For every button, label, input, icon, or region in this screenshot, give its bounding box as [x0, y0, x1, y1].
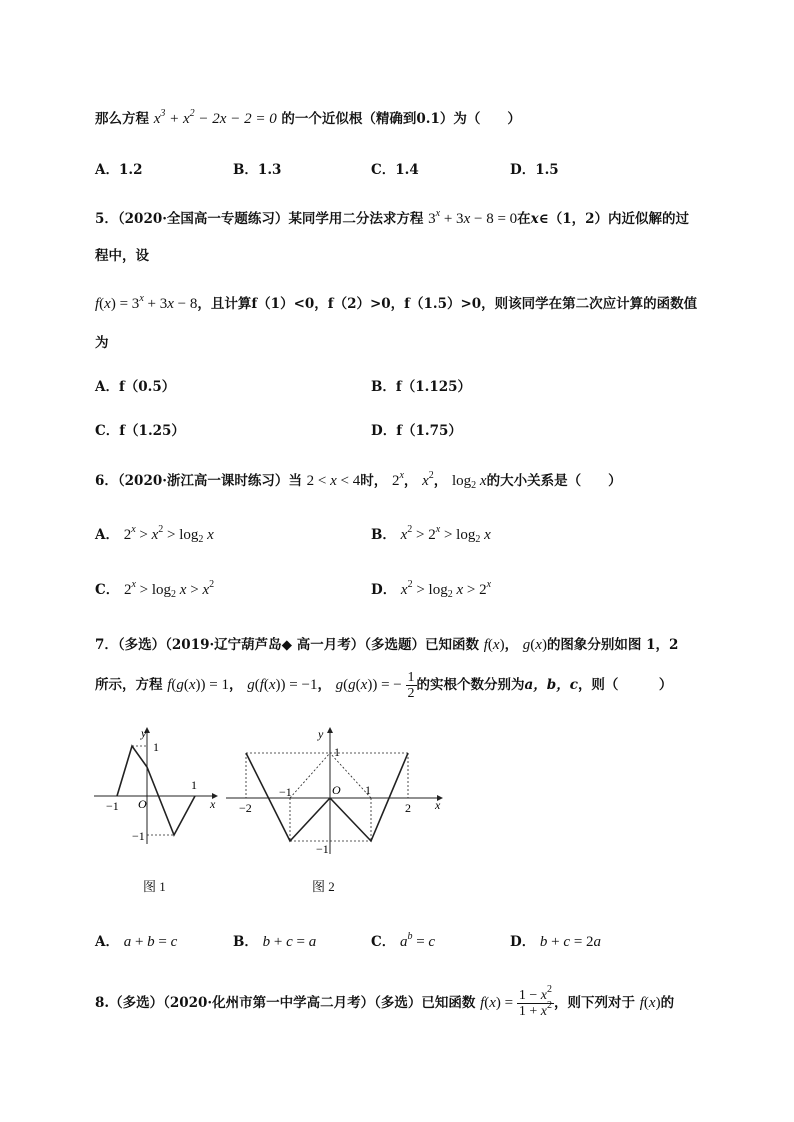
fig1-label-one-y: 1 [153, 740, 159, 754]
q4-equation: $x^3 + x^2 - 2x - 2 = 0$ [153, 108, 277, 127]
fig2-label-neg-one-y: −1 [316, 842, 329, 856]
q5-option-c[interactable]: C．f（1.25） [95, 423, 185, 439]
figure-1 [92, 722, 227, 847]
fig2-label-y: y [318, 727, 324, 741]
q6-stem: 6．（2020·浙江高一课时练习）当 2 < x < 4时， 2$^x$， $x^2$， $\log_2 x$的大小关系是（ ） [95, 470, 622, 491]
fig2-graph [246, 753, 408, 841]
fig2-label-neg-one: −1 [279, 785, 292, 799]
q6-option-c[interactable]: C． $2^x > \log_2 x > x^2$ [95, 579, 215, 600]
q7-stem-line1: 7．（多选）（2019·辽宁葫芦岛◆ 高一月考）（多选题）已知函数 f(x)， g(x)的图象分别如图 1，2 [95, 637, 679, 653]
q7-stem-line2: 所示，方程 f(g(x)) = 1， g(f(x)) = −1， g(g(x)) = − $\frac{1}{2}$ 的实根个数分别为a，b，c，则（ ） [95, 670, 673, 701]
fig1-label-origin: O [138, 797, 147, 811]
fig2-label-one-y: 1 [334, 745, 340, 759]
q5-option-d[interactable]: D．f（1.75） [371, 423, 462, 439]
q5-equation: $3^x + 3x - 8 = 0$ [428, 208, 518, 227]
fig2-label-neg-two: −2 [239, 801, 252, 815]
figure-2 [226, 722, 448, 857]
q8-stem: 8.（多选）（2020·化州市第一中学高二月考）（多选）已知函数 f(x) = $\frac{1 - x^2}{1 + x^2}$ ，则下列对于 f(x)的 [95, 984, 675, 1019]
q5-stem-line2: 程中，设 [95, 248, 149, 264]
q4-option-c[interactable]: C．1.4 [371, 162, 419, 178]
q5-stem-line1: 5．（2020·全国高一专题练习）某同学用二分法求方程 $3^x + 3x - 8 = 0$在x∈（1，2）内近似解的过 [95, 208, 689, 227]
fig1-label-x: x [210, 797, 216, 811]
q4-stem: 那么方程 $x^3 + x^2 - 2x - 2 = 0$ 的一个近似根（精确到0.1）为（ ） [95, 108, 521, 127]
q7-option-a[interactable]: A． a + b = c [95, 934, 178, 950]
q6-range: 2 < x < 4 [306, 473, 361, 489]
q4-option-d[interactable]: D．1.5 [510, 162, 559, 178]
fig1-label-neg-one-y: −1 [132, 829, 145, 843]
fig2-label-one: 1 [365, 783, 371, 797]
q5-function-def: $f(x) = 3^x + 3x - 8$ [95, 293, 198, 312]
q5-option-a[interactable]: A．f（0.5） [95, 379, 176, 395]
q8-function-def: f(x) = $\frac{1 - x^2}{1 + x^2}$ [480, 984, 553, 1019]
fig2-label-origin: O [332, 783, 341, 797]
fig1-label-neg-one-x: −1 [106, 799, 119, 813]
fig1-label-y: y [141, 726, 147, 740]
figure-1-caption: 图 1 [143, 879, 166, 894]
q6-option-d[interactable]: D． $x^2 > \log_2 x > 2^x$ [371, 579, 492, 600]
q7-option-b[interactable]: B． b + c = a [233, 934, 317, 950]
q7-fx: f(x) [483, 637, 505, 653]
q7-eq2: g(f(x)) = −1 [247, 676, 318, 693]
q6-option-b[interactable]: B． $x^2 > 2^x > \log_2 x$ [371, 524, 491, 545]
q7-gx: g(x) [522, 637, 547, 653]
q6-expr-2x: 2$^x$ [391, 470, 404, 489]
q4-option-b[interactable]: B．1.3 [233, 162, 282, 178]
figure-2-caption: 图 2 [312, 879, 335, 894]
q4-option-a[interactable]: A．1.2 [95, 162, 143, 178]
q7-eq1: f(g(x)) = 1 [167, 676, 229, 693]
q8-fx: f(x) [639, 994, 661, 1011]
q5-option-b[interactable]: B．f（1.125） [371, 379, 472, 395]
q7-option-c[interactable]: C． $a^b = c$ [371, 931, 436, 950]
q7-eq3: g(g(x)) = − $\frac{1}{2}$ [335, 670, 415, 701]
q6-expr-log: $\log_2 x$ [451, 473, 487, 491]
q6-expr-x2: $x^2$ [422, 470, 434, 489]
fig1-graph [117, 746, 195, 835]
q5-stem-line4: 为 [95, 335, 109, 351]
fig2-label-x: x [435, 798, 441, 812]
q7-option-d[interactable]: D． b + c = 2a [510, 934, 602, 950]
fig2-label-two: 2 [405, 801, 411, 815]
fig1-label-one-x: 1 [191, 778, 197, 792]
q5-stem-line3: $f(x) = 3^x + 3x - 8$，且计算f（1）<0，f（2）>0，f（1.5）>0，则该同学在第二次应计算的函数值 [95, 293, 698, 312]
q6-option-a[interactable]: A． $2^x > x^2 > \log_2 x$ [95, 524, 214, 545]
